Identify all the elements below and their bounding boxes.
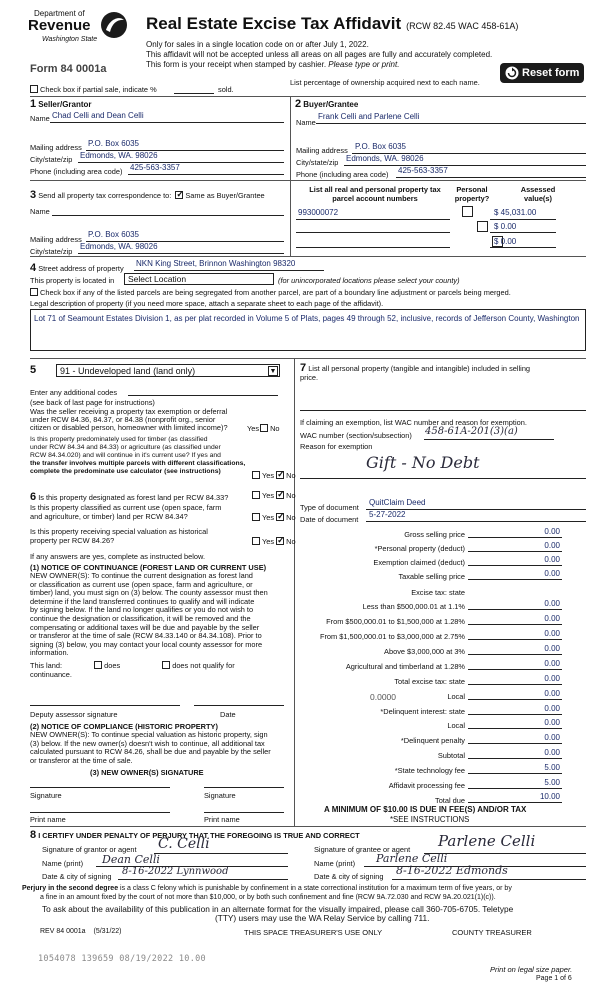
s6q3-yes: Yes <box>262 537 275 546</box>
buyer-phone-field[interactable]: 425-563-3357 <box>398 166 448 175</box>
parcel-col-header <box>300 185 450 203</box>
tax-value-18[interactable]: 10.00 <box>539 792 560 801</box>
s6-q2-2: and agriculture, or timber) land per RCW 84.34? <box>30 511 188 521</box>
n1-l4: determine if the land transferred continues to qualify and will indicate <box>30 596 255 606</box>
n1-l7: compensating or additional taxes will be due and payable by the seller <box>30 622 260 632</box>
tax-label-7: From $1,500,000.01 to $3,000,000 at 2.75% <box>319 632 465 641</box>
subtitle-3 <box>146 60 399 69</box>
s6q3-no: No <box>286 537 296 546</box>
grantor-name[interactable]: Dean Celli <box>102 853 160 866</box>
reset-form-button[interactable] <box>500 63 584 83</box>
department-logo <box>28 8 132 58</box>
tax-value-15[interactable]: 0.00 <box>544 748 560 757</box>
buyer-name-label: Name <box>296 118 316 127</box>
deputy-label: Deputy assessor signature <box>30 710 118 719</box>
partial-sale-row <box>30 85 157 94</box>
tax-label-6: From $500,000.01 to $1,500,000 at 1.28% <box>326 617 465 626</box>
section5-num: 5 <box>30 364 37 376</box>
notice2-body <box>30 731 271 765</box>
q1-yes-label: Yes <box>247 424 260 433</box>
exemption-claim: If claiming an exemption, list WAC number and reason for exemption. <box>300 418 527 427</box>
s6q1-yes: Yes <box>262 491 275 500</box>
grantee-date-label: Date & city of signing <box>314 872 384 881</box>
seller-num: 1 <box>30 98 37 110</box>
refresh-icon <box>505 66 519 80</box>
q2-no-checkbox[interactable] <box>276 471 284 479</box>
seller-phone-field[interactable]: 425-563-3357 <box>130 163 180 172</box>
street-field[interactable]: NKN King Street, Brinnon Washington 98320 <box>136 259 296 268</box>
s6-q1-text: Is this property designated as forest land per RCW 84.33? <box>38 493 229 502</box>
s7-l1: List all personal property (tangible and intangible) included in selling <box>308 364 531 373</box>
q-timber-5: complete the predominate use calculator (see instructions) <box>30 468 221 475</box>
continuance-label: continuance. <box>30 670 72 679</box>
q-exemption <box>30 408 228 432</box>
tax-label-5: Less than $500,000.01 at 1.1% <box>362 602 465 611</box>
minimum-due: A MINIMUM OF $10.00 IS DUE IN FEE(S) AND/OR TAX <box>324 805 527 814</box>
tax-value-3[interactable]: 0.00 <box>544 569 560 578</box>
cashier-stamp: 1054078 139659 08/19/2022 10.00 <box>38 954 206 964</box>
does-label: does <box>104 661 121 670</box>
notice1-title: (1) NOTICE OF CONTINUANCE (FOREST LAND OR CURRENT USE) <box>30 563 267 572</box>
subtitle-2: This affidavit will not be accepted unless all areas on all pages are fully and accurately completed. <box>146 50 493 59</box>
doc-date-field[interactable]: 5-27-2022 <box>369 510 406 519</box>
q1-yes-checkbox[interactable] <box>260 424 268 432</box>
q-exemption-answers <box>247 424 280 433</box>
deputy-date-label: Date <box>220 710 236 719</box>
reset-label: Reset form <box>522 67 580 79</box>
corr-mail-label: Mailing address <box>30 235 82 244</box>
segregated-checkbox[interactable] <box>30 288 38 296</box>
seller-city-label: City/state/zip <box>30 155 73 164</box>
q-exemption-1: Was the seller receiving a property tax exemption or deferral <box>30 407 228 416</box>
grantee-name[interactable]: Parlene Celli <box>376 852 448 865</box>
s6q1-yes-checkbox[interactable] <box>252 491 260 499</box>
tax-value-17[interactable]: 5.00 <box>544 778 560 787</box>
perjury-line-1 <box>22 885 512 892</box>
perjury-line-2: a fine in an amount fixed by the court of not more than $10,000, or by both such confinement and fine (RCW 9A.72.030 and RCW 9A.20.021(1)(c)). <box>40 894 496 901</box>
section4-street <box>30 262 124 274</box>
ownership-note: List percentage of ownership acquired next to each name. <box>290 78 480 87</box>
grantor-signature[interactable]: C. Celli <box>158 836 210 852</box>
same-as-buyer-checkbox[interactable] <box>175 191 183 199</box>
personal-col-b: property? <box>454 194 490 203</box>
tax-label-2: Exemption claimed (deduct) <box>373 558 465 567</box>
doc-date-label: Date of document <box>300 515 359 524</box>
q-timber-4: the transfer involves multiple parcels with different classifications, <box>30 460 246 467</box>
grantor-sig-label: Signature of grantor or agent <box>42 845 137 854</box>
tax-label-17: Affidavit processing fee <box>388 781 465 790</box>
this-land-label: This land: <box>30 661 63 670</box>
this-land-row <box>30 661 235 670</box>
same-as-buyer-label: Same as Buyer/Grantee <box>185 191 265 200</box>
n1-l2: or classification as current use (open space, farm and agriculture, or <box>30 579 253 589</box>
does-checkbox[interactable] <box>94 661 102 669</box>
grantor-date[interactable]: 8-16-2022 Lynnwood <box>122 866 229 877</box>
treasurer-use: THIS SPACE TREASURER'S USE ONLY <box>244 928 383 937</box>
perjury-bold: Perjury in the second degree <box>22 885 119 892</box>
assessed-col-header <box>500 185 576 203</box>
n1-l6: continue the designation or classification, it will be removed and the <box>30 613 251 623</box>
n1-l1: NEW OWNER(S): To continue the current designation as forest land <box>30 571 253 580</box>
s6-q3-2: property per RCW 84.26? <box>30 535 115 545</box>
n2-l3: calculated pursuant to RCW 84.26, shall be due and payable by the seller <box>30 747 271 757</box>
tax-value-1[interactable]: 0.00 <box>544 541 560 550</box>
s6q3-no-checkbox[interactable] <box>276 537 284 545</box>
parcel-col-b: parcel account numbers <box>332 194 418 203</box>
sold-label: sold. <box>218 85 234 94</box>
tax-label-15: Subtotal <box>437 751 465 760</box>
s6-q2 <box>30 504 221 521</box>
street-label: Street address of property <box>38 264 124 273</box>
tax-value-16[interactable]: 5.00 <box>544 763 560 772</box>
s6-q2-answers <box>252 513 296 522</box>
print-name-1: Print name <box>30 815 66 824</box>
personal-1-checkbox[interactable] <box>462 206 473 217</box>
grantee-name-label: Name (print) <box>314 859 356 868</box>
personal-col-header <box>450 185 494 203</box>
tax-value-13[interactable]: 0.00 <box>544 718 560 727</box>
notice1-body <box>30 572 268 658</box>
tax-value-5[interactable]: 0.00 <box>544 599 560 608</box>
grantor-date-label: Date & city of signing <box>42 872 112 881</box>
wac-field[interactable]: 458-61A-201(3)(a) <box>425 426 518 437</box>
buyer-heading <box>295 98 358 110</box>
n1-l9: signing (3) below, you may contact your local county assessor for more <box>30 639 263 649</box>
use-code-value: 91 - Undeveloped land (land only) <box>60 366 196 376</box>
s6-if-yes: If any answers are yes, complete as instructed below. <box>30 552 205 561</box>
legal-description[interactable] <box>30 309 586 351</box>
buyer-city-label: City/state/zip <box>296 158 339 167</box>
form-title <box>146 14 518 34</box>
located-label: This property is located in <box>30 276 115 285</box>
partial-sale-label: Check box if partial sale, indicate % <box>40 85 157 94</box>
notice2-title: (2) NOTICE OF COMPLIANCE (HISTORIC PROPERTY) <box>30 722 218 731</box>
value-2[interactable]: $ 0.00 <box>494 222 517 231</box>
n1-l10: information. <box>30 648 69 658</box>
revenue-swoosh-icon <box>100 10 128 40</box>
n2-l4: or transferor at the time of sale. <box>30 755 133 765</box>
county-treasurer: COUNTY TREASURER <box>452 928 532 937</box>
alt-format-1: To ask about the availability of this publication in an alternate format for the visually impaired, please call 360-705-6705. Teletype <box>42 904 514 914</box>
section6-num: 6 <box>30 491 37 503</box>
corr-city-field[interactable]: Edmonds, WA. 98026 <box>80 242 158 251</box>
parcel-1[interactable]: 993000072 <box>298 208 339 217</box>
q-exemption-2: under RCW 84.36, 84.37, or 84.38 (nonprofit org., senior <box>30 415 216 424</box>
assessed-col-b: value(s) <box>524 194 552 203</box>
add-codes-note: (see back of last page for instructions) <box>30 398 155 407</box>
tax-label-16: *State technology fee <box>394 766 465 775</box>
n1-l5: by signing below. If the land no longer qualifies or you do not wish to <box>30 605 254 615</box>
subtitle-1: Only for sales in a single location code on or after July 1, 2022. <box>146 40 369 49</box>
rev-date: (5/31/22) <box>93 928 122 935</box>
section6-q1 <box>30 491 228 503</box>
buyer-name-field[interactable]: Frank Celli and Parlene Celli <box>318 112 420 121</box>
personal-col-a: Personal <box>456 185 488 194</box>
tax-label-3: Taxable selling price <box>398 572 465 581</box>
tax-value-14[interactable]: 0.00 <box>544 733 560 742</box>
title-citation: (RCW 82.45 WAC 458-61A) <box>406 21 519 31</box>
grantee-signature[interactable]: Parlene Celli <box>438 832 536 850</box>
subtitle-3a: This form is your receipt when stamped by cashier. <box>146 60 329 69</box>
q-exemption-3: citizen or disabled person, homeowner with limited income)? <box>30 423 228 432</box>
s6q2-no: No <box>286 513 296 522</box>
segregated-label: Check box if any of the listed parcels are being segregated from another parcel, are part of a boundary line adjustment or parcels being merged. <box>40 288 511 297</box>
tax-label-10: Total excise tax: state <box>394 677 465 686</box>
partial-sale-checkbox[interactable] <box>30 85 38 93</box>
s6q1-no: No <box>286 491 296 500</box>
title-text: Real Estate Excise Tax Affidavit <box>146 14 402 33</box>
assessed-col-a: Assessed <box>520 185 556 194</box>
seller-name-field[interactable]: Chad Celli and Dean Celli <box>52 111 144 120</box>
dropdown-arrow-icon[interactable]: ▼ <box>269 368 277 375</box>
section7-num: 7 <box>300 362 307 374</box>
grantee-date[interactable]: 8-16-2022 Edmonds <box>396 864 508 877</box>
q-timber <box>30 436 245 476</box>
q-timber-2: under RCW 84.34 and 84.33) or agriculture (as classified under <box>30 444 221 451</box>
reason-field[interactable]: Gift - No Debt <box>366 453 480 472</box>
tax-label-0: Gross selling price <box>404 530 465 539</box>
tax-label-14: *Delinquent penalty <box>400 736 465 745</box>
dept-line-1: Department of <box>34 9 85 18</box>
form-number: Form 84 0001a <box>30 63 107 75</box>
buyer-phone-label: Phone (including area code) <box>296 170 389 179</box>
buyer-mail-label: Mailing address <box>296 146 348 155</box>
partial-sale-line <box>174 93 214 94</box>
tax-value-7[interactable]: 0.00 <box>544 629 560 638</box>
tax-value-9[interactable]: 0.00 <box>544 659 560 668</box>
buyer-title: Buyer/Grantee <box>303 100 359 109</box>
s6-q1-answers <box>252 491 296 500</box>
q2-yes-label: Yes <box>262 471 275 480</box>
tax-value-2[interactable]: 0.00 <box>544 555 560 564</box>
n2-l2: (3) below. If the new owner(s) doesn't wish to continue, all additional tax <box>30 738 265 748</box>
correspondence-num: 3 <box>30 189 37 201</box>
seller-name-label: Name <box>30 114 50 123</box>
grantee-sig-label: Signature of grantee or agent <box>314 845 411 854</box>
tax-value-12[interactable]: 0.00 <box>544 704 560 713</box>
q-timber-1: Is this property predominately used for timber (as classified <box>30 436 208 443</box>
seller-city-field[interactable]: Edmonds, WA. 98026 <box>80 151 158 160</box>
s7-l2: price. <box>300 373 319 382</box>
sig-label-2: Signature <box>204 791 236 800</box>
legal-size-note: Print on legal size paper. <box>490 965 573 974</box>
tax-value-11[interactable]: 0.00 <box>544 689 560 698</box>
section4-num: 4 <box>30 262 37 274</box>
reason-label: Reason for exemption <box>300 442 373 451</box>
local-rate: 0.0000 <box>370 692 396 702</box>
personal-2-checkbox[interactable] <box>477 221 488 232</box>
corr-city-label: City/state/zip <box>30 247 73 256</box>
section8-num: 8 <box>30 829 37 841</box>
tax-label-13: Local <box>447 721 465 730</box>
n1-l3: timber) land, you must sign on (3) below. The county assessor must then <box>30 588 268 598</box>
tax-value-0[interactable]: 0.00 <box>544 527 560 536</box>
s6-q3 <box>30 528 208 545</box>
s6-q3-answers <box>252 537 296 546</box>
grantor-name-label: Name (print) <box>42 859 84 868</box>
location-value: Select Location <box>128 274 187 284</box>
seller-mail-field[interactable]: P.O. Box 6035 <box>88 139 139 148</box>
tax-label-8: Above $3,000,000 at 3% <box>384 647 465 656</box>
doc-type-field[interactable]: QuitClaim Deed <box>369 498 426 507</box>
value-1[interactable]: $ 45,031.00 <box>494 208 537 217</box>
s6-q2-1: Is this property classified as current use (open space, farm <box>30 503 222 512</box>
location-note: (for unincorporated locations please select your county) <box>278 276 460 285</box>
tax-label-9: Agricultural and timberland at 1.28% <box>345 662 465 671</box>
q-timber-3: RCW 84.34.020) and will continue in it's current use? If yes and <box>30 452 221 459</box>
n1-l8: or transferor at the time of sale (RCW 84.33.140 or 84.34.108). Prior to <box>30 631 262 641</box>
parcel-col-a: List all real and personal property tax <box>309 185 441 194</box>
q1-no-label: No <box>270 424 280 433</box>
subtitle-3b: Please type or print. <box>328 60 400 69</box>
page-number: Page 1 of 6 <box>536 975 572 982</box>
certify-text: I CERTIFY UNDER PENALTY OF PERJURY THAT THE FOREGOING IS TRUE AND CORRECT <box>38 831 360 840</box>
add-codes-label: Enter any additional codes <box>30 388 118 397</box>
does-not-checkbox[interactable] <box>162 661 170 669</box>
s6q1-no-checkbox[interactable] <box>276 491 284 499</box>
legal-label: Legal description of property (if you need more space, attach a separate sheet to each page of the affidavit). <box>30 299 384 308</box>
seller-heading <box>30 98 92 110</box>
correspondence-title: Send all property tax correspondence to: <box>38 191 172 200</box>
tax-label-1: *Personal property (deduct) <box>374 544 465 553</box>
print-name-2: Print name <box>204 815 240 824</box>
tax-label-12: *Delinquent interest: state <box>380 707 465 716</box>
buyer-num: 2 <box>295 98 302 110</box>
seller-mail-label: Mailing address <box>30 143 82 152</box>
location-select[interactable] <box>124 273 274 285</box>
seller-title: Seller/Grantor <box>38 100 92 109</box>
corr-name-label: Name <box>30 207 50 216</box>
rev-number <box>40 928 122 935</box>
rev-label: REV 84 0001a <box>40 928 86 935</box>
tax-value-10[interactable]: 0.00 <box>544 674 560 683</box>
s6-q3-1: Is this property receiving special valuation as historical <box>30 527 208 536</box>
tax-value-6[interactable]: 0.00 <box>544 614 560 623</box>
buyer-mail-field[interactable]: P.O. Box 6035 <box>355 142 406 151</box>
s6q2-yes: Yes <box>262 513 275 522</box>
tax-value-8[interactable]: 0.00 <box>544 644 560 653</box>
doc-type-label: Type of document <box>300 503 359 512</box>
buyer-city-field[interactable]: Edmonds, WA. 98026 <box>346 154 424 163</box>
correspondence-heading <box>30 189 265 201</box>
tax-label-4: Excise tax: state <box>411 588 465 597</box>
s6q3-yes-checkbox[interactable] <box>252 537 260 545</box>
wac-label: WAC number (section/subsection) <box>300 431 412 440</box>
segregated-row <box>30 288 511 297</box>
dept-line-3: Washington State <box>42 36 98 43</box>
q-timber-answers <box>252 471 296 480</box>
dept-line-2: Revenue <box>28 17 91 34</box>
use-code-select[interactable] <box>56 364 280 377</box>
perjury-text-1: is a class C felony which is punishable by confinement in a state correctional institution for a maximum term of five years, or by <box>118 885 512 892</box>
tax-label-18: Total due <box>435 796 465 805</box>
s6q2-yes-checkbox[interactable] <box>252 513 260 521</box>
legal-text: Lot 71 of Seamount Estates Division 1, as per plat recorded in Volume 5 of Plats, pages 49 through 52, inclusive, records of Jefferson County, Washington <box>34 314 580 323</box>
notice3-title: (3) NEW OWNER(S) SIGNATURE <box>90 768 204 777</box>
q2-no-label: No <box>286 471 296 480</box>
corr-mail-field[interactable]: P.O. Box 6035 <box>88 230 139 239</box>
see-instructions: *SEE INSTRUCTIONS <box>390 815 470 824</box>
tax-label-11: Local <box>447 692 465 701</box>
alt-format-2: (TTY) users may use the WA Relay Service by calling 711. <box>215 913 430 923</box>
sig-label-1: Signature <box>30 791 62 800</box>
seller-phone-label: Phone (including area code) <box>30 167 123 176</box>
section7 <box>300 364 530 382</box>
value-3[interactable]: $ 0.00 <box>494 237 517 246</box>
n2-l1: NEW OWNER(S): To continue special valuation as historic property, sign <box>30 730 268 739</box>
q2-yes-checkbox[interactable] <box>252 471 260 479</box>
s6q2-no-checkbox[interactable] <box>276 513 284 521</box>
does-not-label: does not qualify for <box>172 661 235 670</box>
